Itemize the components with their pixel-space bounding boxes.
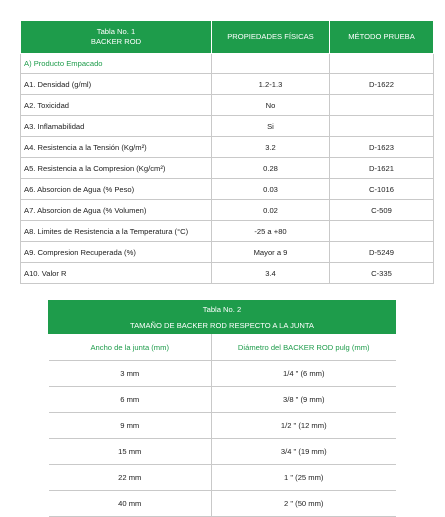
rod-diameter-cell: 1/2 " (12 mm) bbox=[212, 413, 396, 439]
property-name-cell: A9. Compresion Recuperada (%) bbox=[21, 242, 212, 263]
table1-title bbox=[21, 21, 212, 54]
table-row bbox=[21, 116, 434, 137]
table-row bbox=[21, 242, 434, 263]
table2-title: Tabla No. 2 bbox=[49, 301, 396, 318]
backer-rod-size-table bbox=[48, 300, 396, 517]
table-row bbox=[49, 413, 396, 439]
test-method-cell: C-335 bbox=[330, 263, 434, 284]
section-empty-cell bbox=[212, 54, 330, 74]
table1-header-row bbox=[21, 21, 434, 54]
test-method-cell bbox=[330, 116, 434, 137]
property-value-cell: 1.2-1.3 bbox=[212, 74, 330, 95]
col-header-properties: PROPIEDADES FÍSICAS bbox=[212, 21, 330, 54]
test-method-cell bbox=[330, 221, 434, 242]
col-header-joint-width: Ancho de la junta (mm) bbox=[49, 334, 212, 361]
table1-title-line2: BACKER ROD bbox=[90, 37, 142, 46]
property-name-cell: A3. Inflamabilidad bbox=[21, 116, 212, 137]
table-row bbox=[49, 361, 396, 387]
table1-title-line1: Tabla No. 1 bbox=[96, 27, 136, 36]
property-value-cell: 3.4 bbox=[212, 263, 330, 284]
property-value-cell: 0.03 bbox=[212, 179, 330, 200]
table-row bbox=[21, 95, 434, 116]
table-row bbox=[49, 439, 396, 465]
table-row bbox=[49, 387, 396, 413]
rod-diameter-cell: 1 " (25 mm) bbox=[212, 465, 396, 491]
test-method-cell: C-509 bbox=[330, 200, 434, 221]
test-method-cell: D-1621 bbox=[330, 158, 434, 179]
table-row bbox=[21, 179, 434, 200]
rod-diameter-cell: 1/4 " (6 mm) bbox=[212, 361, 396, 387]
property-value-cell: No bbox=[212, 95, 330, 116]
rod-diameter-cell: 3/4 " (19 mm) bbox=[212, 439, 396, 465]
table-row bbox=[21, 263, 434, 284]
table2-column-header-row bbox=[49, 334, 396, 361]
table-row bbox=[21, 158, 434, 179]
property-value-cell: -25 a +80 bbox=[212, 221, 330, 242]
test-method-cell: D-1623 bbox=[330, 137, 434, 158]
table2-title-row bbox=[49, 301, 396, 318]
rod-diameter-cell: 3/8 " (9 mm) bbox=[212, 387, 396, 413]
property-name-cell: A7. Absorcion de Agua (% Volumen) bbox=[21, 200, 212, 221]
joint-width-cell: 6 mm bbox=[49, 387, 212, 413]
joint-width-cell: 15 mm bbox=[49, 439, 212, 465]
joint-width-cell: 22 mm bbox=[49, 465, 212, 491]
test-method-cell bbox=[330, 95, 434, 116]
rod-diameter-cell: 2 " (50 mm) bbox=[212, 491, 396, 517]
table-row bbox=[49, 491, 396, 517]
table2-subtitle: TAMAÑO DE BACKER ROD RESPECTO A LA JUNTA bbox=[49, 318, 396, 334]
section-label: A) Producto Empacado bbox=[21, 54, 212, 74]
joint-width-cell: 3 mm bbox=[49, 361, 212, 387]
property-value-cell: Mayor a 9 bbox=[212, 242, 330, 263]
property-name-cell: A5. Resistencia a la Compresion (Kg/cm²) bbox=[21, 158, 212, 179]
table-row bbox=[21, 74, 434, 95]
test-method-cell: C-1016 bbox=[330, 179, 434, 200]
backer-rod-properties-table bbox=[20, 20, 434, 284]
property-value-cell: 3.2 bbox=[212, 137, 330, 158]
test-method-cell: D-1622 bbox=[330, 74, 434, 95]
property-name-cell: A1. Densidad (g/ml) bbox=[21, 74, 212, 95]
col-header-diameter: Diámetro del BACKER ROD pulg (mm) bbox=[212, 334, 396, 361]
table-row bbox=[49, 465, 396, 491]
property-value-cell: 0.28 bbox=[212, 158, 330, 179]
property-value-cell: 0.02 bbox=[212, 200, 330, 221]
table-row bbox=[21, 137, 434, 158]
section-empty-cell bbox=[330, 54, 434, 74]
table-row bbox=[21, 200, 434, 221]
property-name-cell: A4. Resistencia a la Tensión (Kg/m²) bbox=[21, 137, 212, 158]
table-row bbox=[21, 221, 434, 242]
joint-width-cell: 40 mm bbox=[49, 491, 212, 517]
section-row bbox=[21, 54, 434, 74]
property-name-cell: A2. Toxicidad bbox=[21, 95, 212, 116]
test-method-cell: D-5249 bbox=[330, 242, 434, 263]
col-header-method: MÉTODO PRUEBA bbox=[330, 21, 434, 54]
property-name-cell: A10. Valor R bbox=[21, 263, 212, 284]
property-value-cell: Si bbox=[212, 116, 330, 137]
property-name-cell: A8. Limites de Resistencia a la Temperatura (°C) bbox=[21, 221, 212, 242]
table2-subtitle-row bbox=[49, 318, 396, 334]
property-name-cell: A6. Absorcion de Agua (% Peso) bbox=[21, 179, 212, 200]
joint-width-cell: 9 mm bbox=[49, 413, 212, 439]
